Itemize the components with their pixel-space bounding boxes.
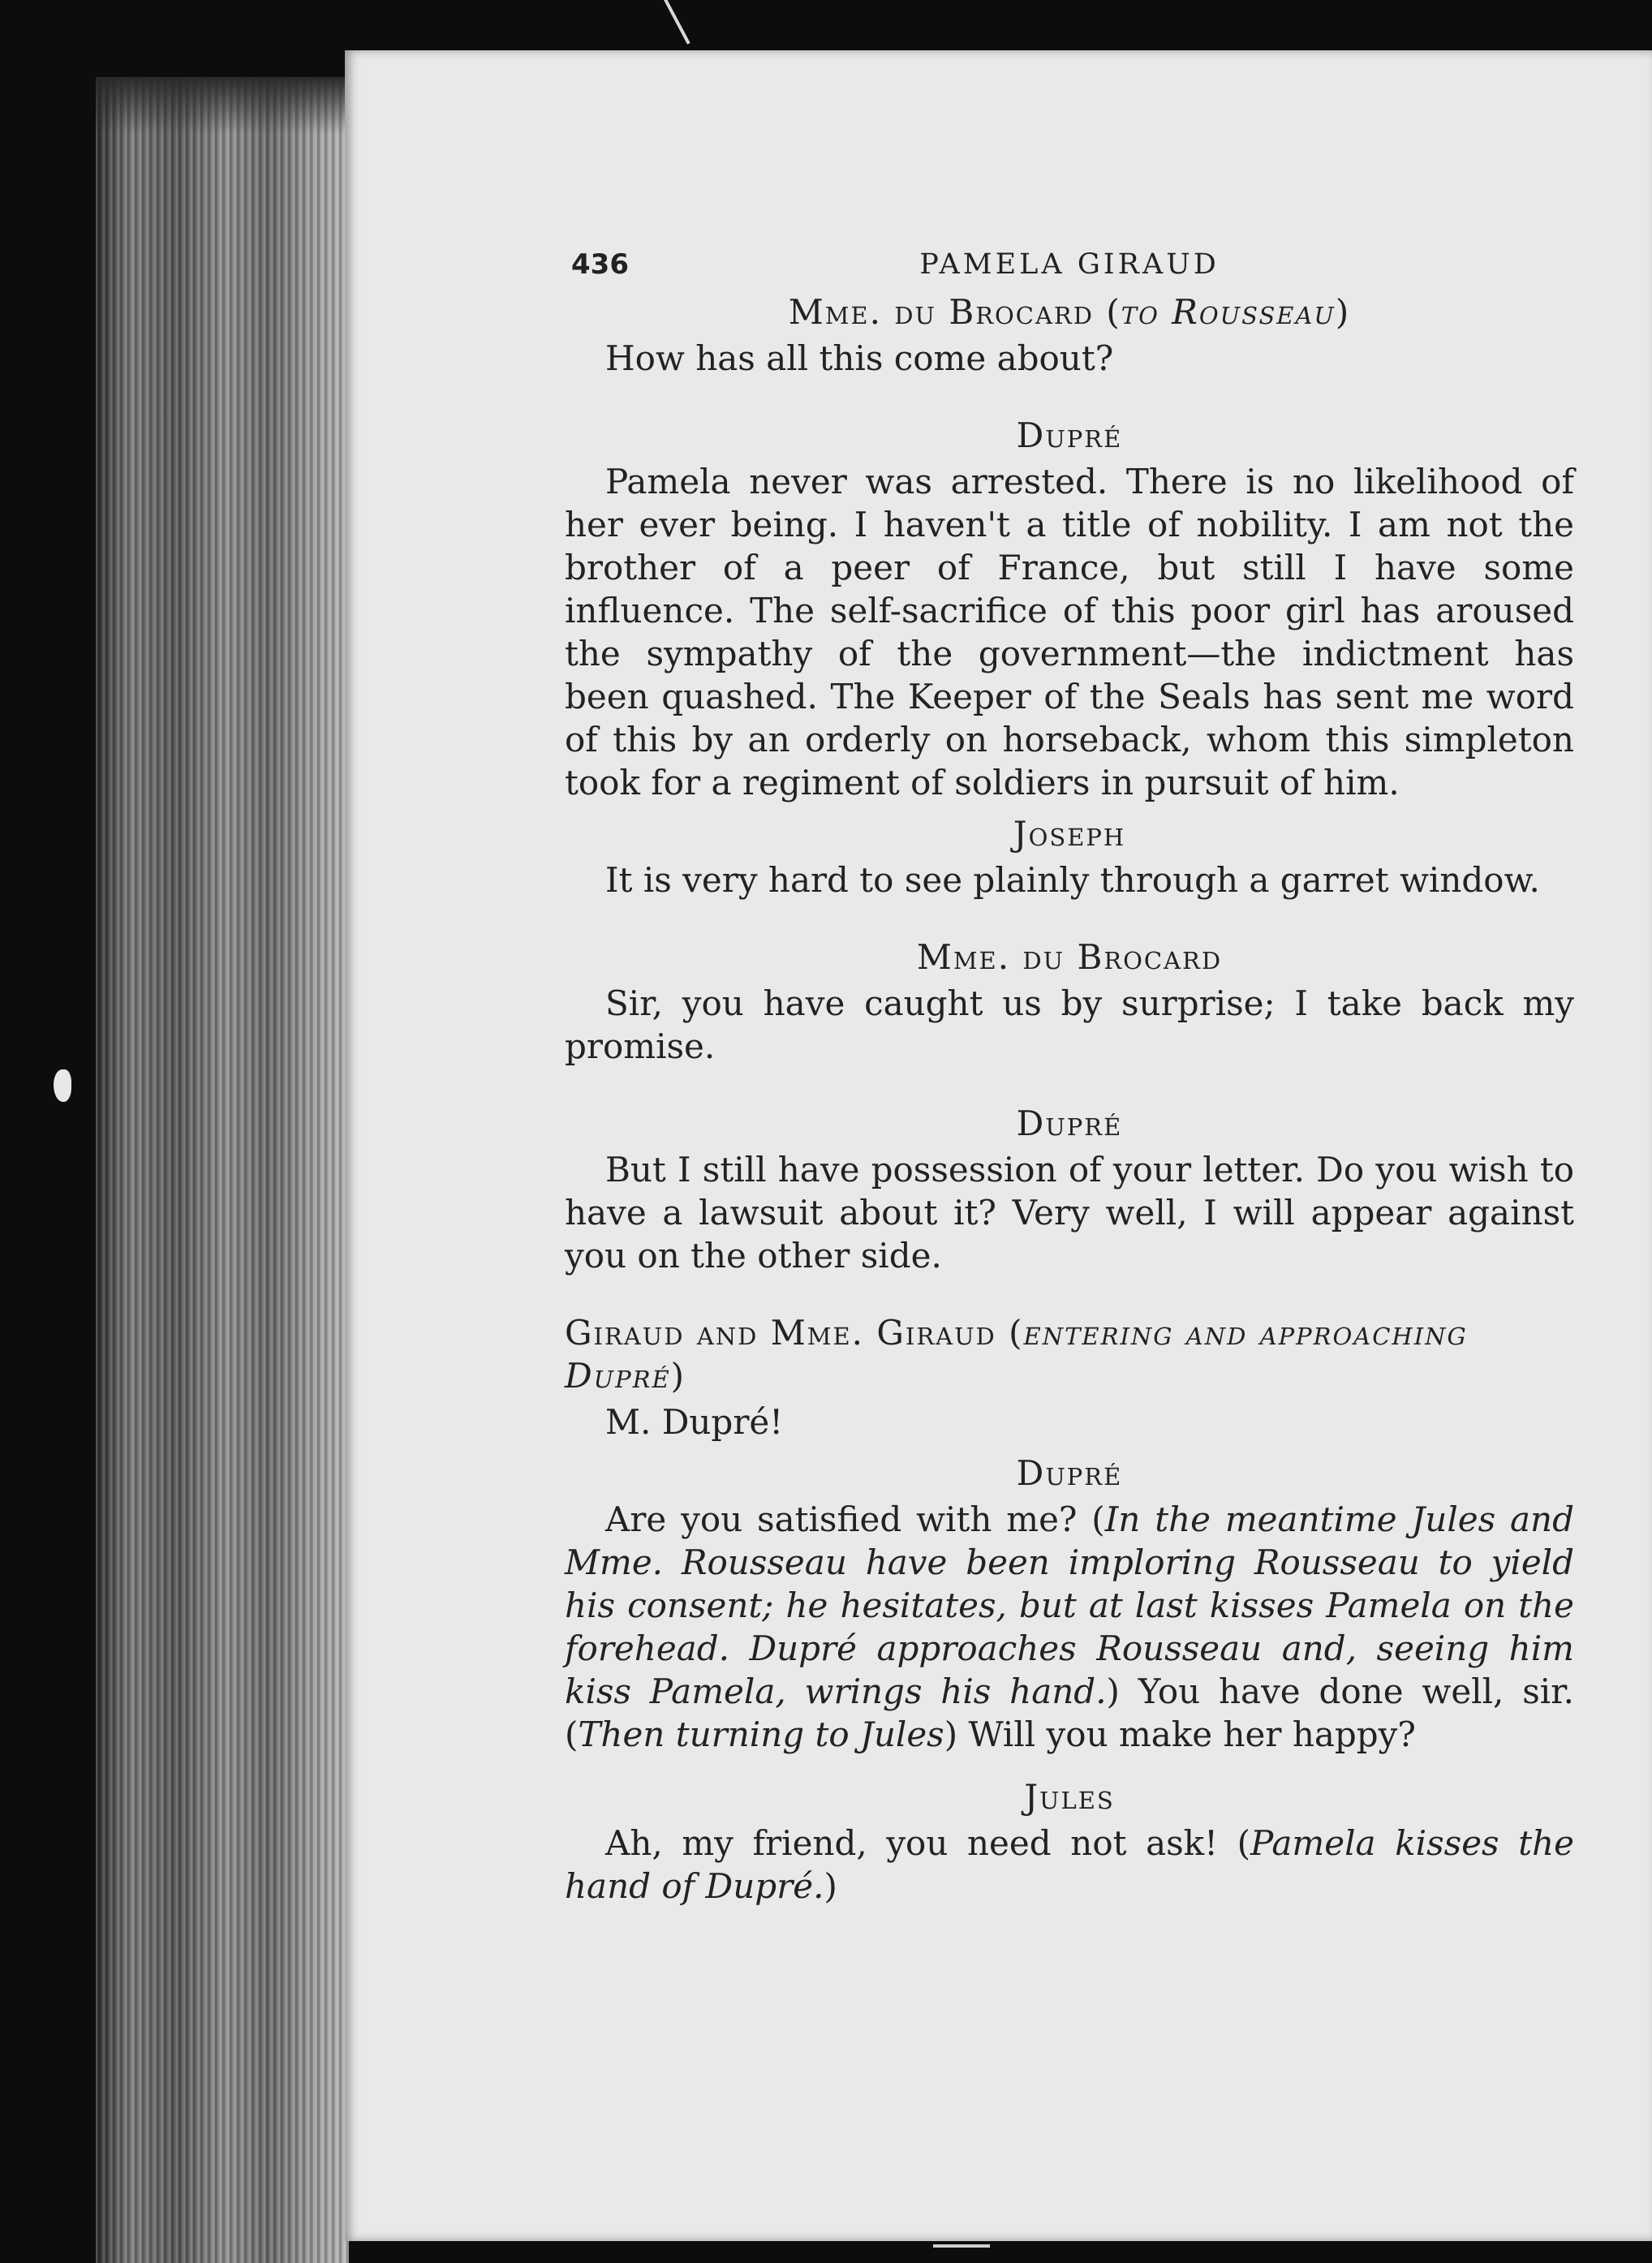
speech-segment: ) Will you make her happy? bbox=[944, 1714, 1416, 1754]
speaker-name: Joseph bbox=[1013, 814, 1126, 854]
book-page-edges bbox=[96, 77, 349, 2263]
speech-text: How has all this come about? bbox=[605, 338, 1114, 378]
speech-segment: Ah, my friend, you need not ask! ( bbox=[605, 1823, 1251, 1863]
speech-text: M. Dupré! bbox=[605, 1402, 784, 1442]
speech-text bbox=[565, 1498, 1574, 1756]
speaker-name: Giraud and Mme. Giraud (entering and approaching Dupré) bbox=[565, 1313, 1468, 1396]
scan-artifact-top bbox=[664, 0, 690, 45]
book-edge-shadow bbox=[96, 77, 349, 134]
speech-text: It is very hard to see plainly through a garret window. bbox=[605, 860, 1540, 900]
speech-segment: ) You have done well, sir. ( bbox=[565, 1671, 1575, 1754]
speaker-name: Mme. du Brocard (to Rousseau) bbox=[788, 292, 1351, 332]
speaker-name: Dupré bbox=[1016, 1104, 1123, 1143]
speaker-label: Mme. du Brocard bbox=[788, 292, 1095, 332]
page-number: 436 bbox=[571, 248, 629, 281]
speaker-name: Dupré bbox=[1016, 415, 1123, 455]
speaker-name: Dupré bbox=[1016, 1453, 1123, 1493]
speaker-label: Giraud and Mme. Giraud bbox=[565, 1313, 996, 1353]
speech-segment: Are you satisfied with me? ( bbox=[605, 1499, 1105, 1539]
stage-direction: In the meantime Jules and Mme. Rousseau have been imploring Rousseau to yield his consent; he hesitates, but at last kisses Pamela on the forehead. Dupré approaches Rousseau and, seeing him kiss Pamela, wrings his hand. bbox=[565, 1499, 1574, 1711]
running-title: PAMELA GIRAUD bbox=[919, 248, 1220, 281]
speech-segment: ) bbox=[824, 1866, 837, 1906]
speaker-name: Mme. du Brocard bbox=[916, 937, 1223, 977]
stage-direction: to Rousseau bbox=[1121, 292, 1336, 332]
scan-artifact-side bbox=[54, 1069, 71, 1102]
running-head bbox=[565, 237, 1574, 286]
speech-text bbox=[565, 1822, 1574, 1908]
speaker-name: Jules bbox=[1024, 1777, 1115, 1817]
scan-artifact-bottom bbox=[933, 2244, 990, 2248]
speech-text: But I still have possession of your letter. Do you wish to have a lawsuit about it? Very well, I will appear against you on the other side. bbox=[565, 1150, 1574, 1276]
speech-text: Sir, you have caught us by surprise; I take back my promise. bbox=[565, 983, 1574, 1066]
stage-direction: entering and approaching Dupré bbox=[565, 1313, 1468, 1396]
page-text bbox=[565, 237, 1574, 1908]
speech-text: Pamela never was arrested. There is no likelihood of her ever being. I haven't a title of nobility. I am not the brother of a peer of France, but still I have some influence. The self-sacrifice of this poor girl has aroused the sympathy of the government—the indictment has been quashed. The Keeper of the Seals has sent me word of this by an orderly on horseback, whom this simpleton took for a regiment of soldiers in pursuit of him. bbox=[565, 462, 1574, 802]
stage-direction: Then turning to Jules bbox=[578, 1714, 944, 1754]
stage-direction: Pamela kisses the hand of Dupré. bbox=[565, 1823, 1574, 1906]
